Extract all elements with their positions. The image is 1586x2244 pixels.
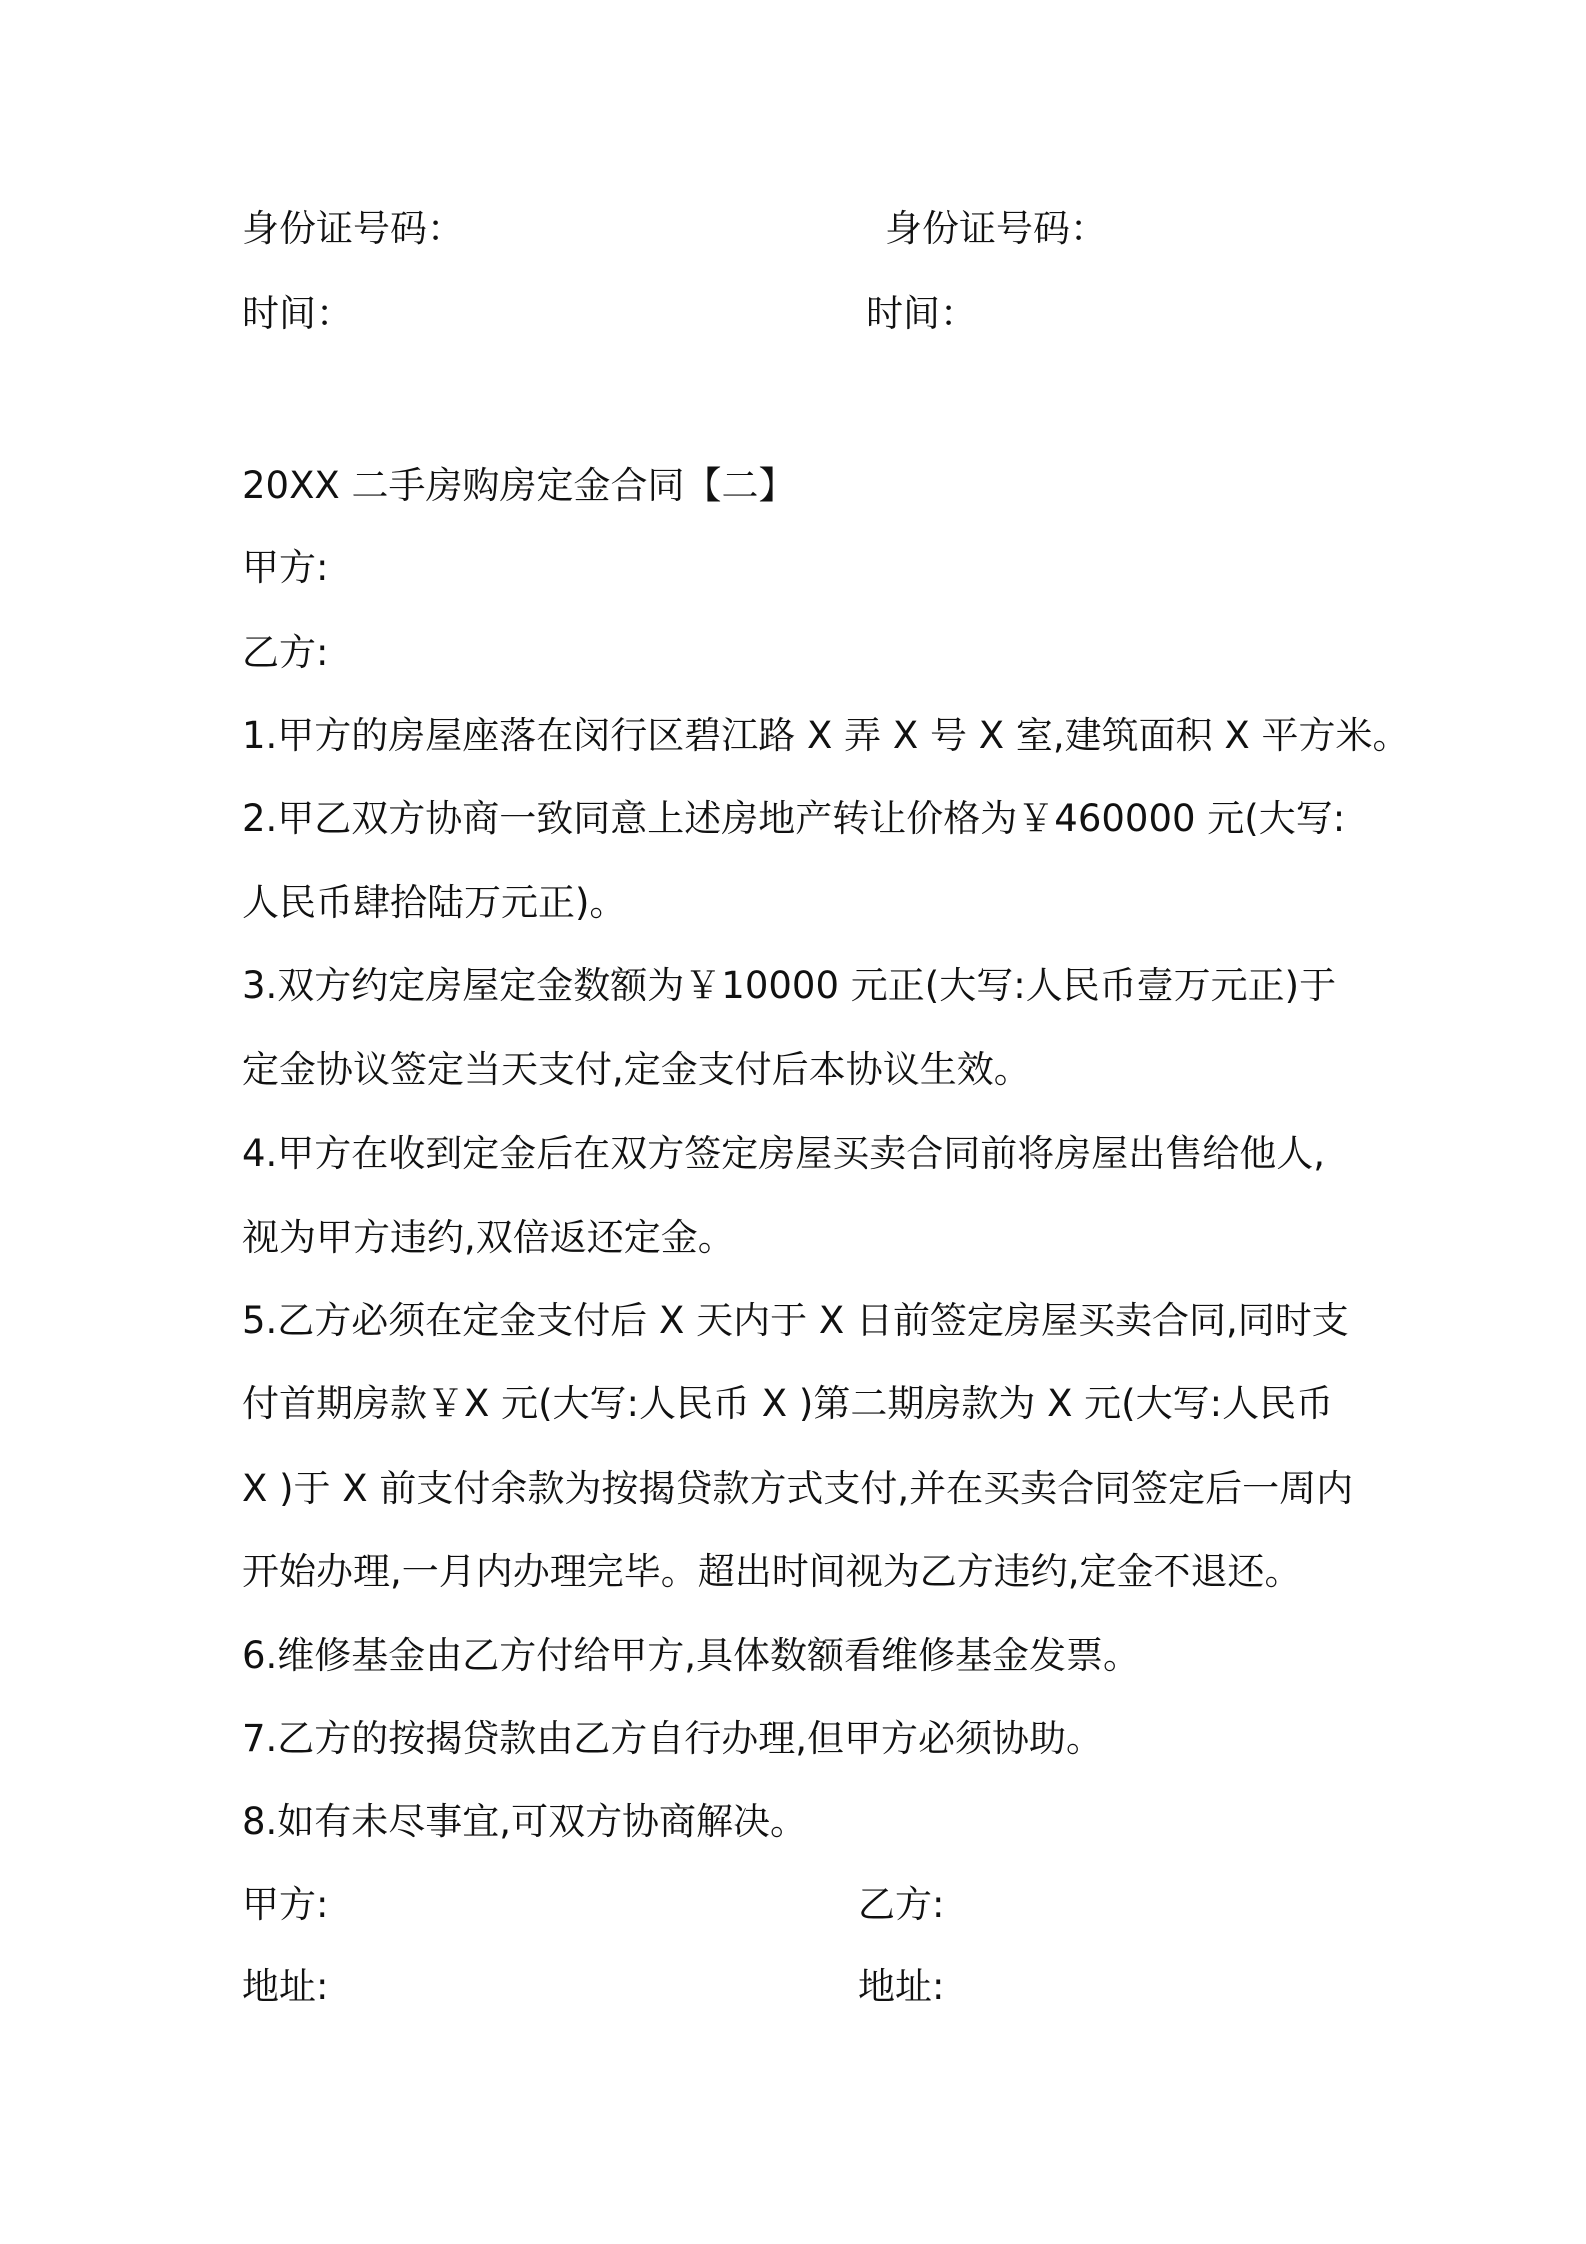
clause-line: 7.乙方的按揭贷款由乙方自行办理,但甲方必须协助。 [242, 1717, 1104, 1760]
clause-line: 2.甲乙双方协商一致同意上述房地产转让价格为￥460000 元(大写: [242, 797, 1346, 840]
clause-line: 视为甲方违约,双倍返还定金。 [242, 1216, 735, 1259]
signature-party-a-label: 甲方: [242, 1883, 329, 1926]
signature-party-b-label: 乙方: [858, 1883, 945, 1926]
clause-line: 人民币肆拾陆万元正)。 [242, 881, 627, 924]
party-b-label: 乙方: [242, 631, 329, 674]
party-b-address-label: 地址: [858, 1965, 945, 2008]
party-a-id-number-label: 身份证号码： [242, 207, 464, 250]
clause-line: 5.乙方必须在定金支付后 X 天内于 X 日前签定房屋买卖合同,同时支 [242, 1299, 1349, 1342]
party-a-label: 甲方: [242, 546, 329, 589]
party-a-address-label: 地址: [242, 1965, 329, 2008]
clause-line: 定金协议签定当天支付,定金支付后本协议生效。 [242, 1048, 1031, 1091]
clause-line: 开始办理,一月内办理完毕。超出时间视为乙方违约,定金不退还。 [242, 1550, 1302, 1593]
clause-line: 付首期房款￥X 元(大写:人民币 X )第二期房款为 X 元(大写:人民币 [242, 1382, 1334, 1425]
clause-line: 8.如有未尽事宜,可双方协商解决。 [242, 1800, 808, 1843]
clause-line: 4.甲方在收到定金后在双方签定房屋买卖合同前将房屋出售给他人, [242, 1132, 1326, 1175]
clause-line: 3.双方约定房屋定金数额为￥10000 元正(大写:人民币壹万元正)于 [242, 964, 1337, 1007]
clause-line: X )于 X 前支付余款为按揭贷款方式支付,并在买卖合同签定后一周内 [242, 1467, 1354, 1510]
party-b-id-number-label: 身份证号码： [885, 207, 1107, 250]
party-a-time-label: 时间： [242, 292, 353, 335]
clause-line: 1.甲方的房屋座落在闵行区碧江路 X 弄 X 号 X 室,建筑面积 X 平方米。 [242, 714, 1410, 757]
contract-title: 20XX 二手房购房定金合同【二】 [242, 464, 796, 507]
clause-line: 6.维修基金由乙方付给甲方,具体数额看维修基金发票。 [242, 1634, 1141, 1677]
party-b-time-label: 时间： [866, 292, 977, 335]
